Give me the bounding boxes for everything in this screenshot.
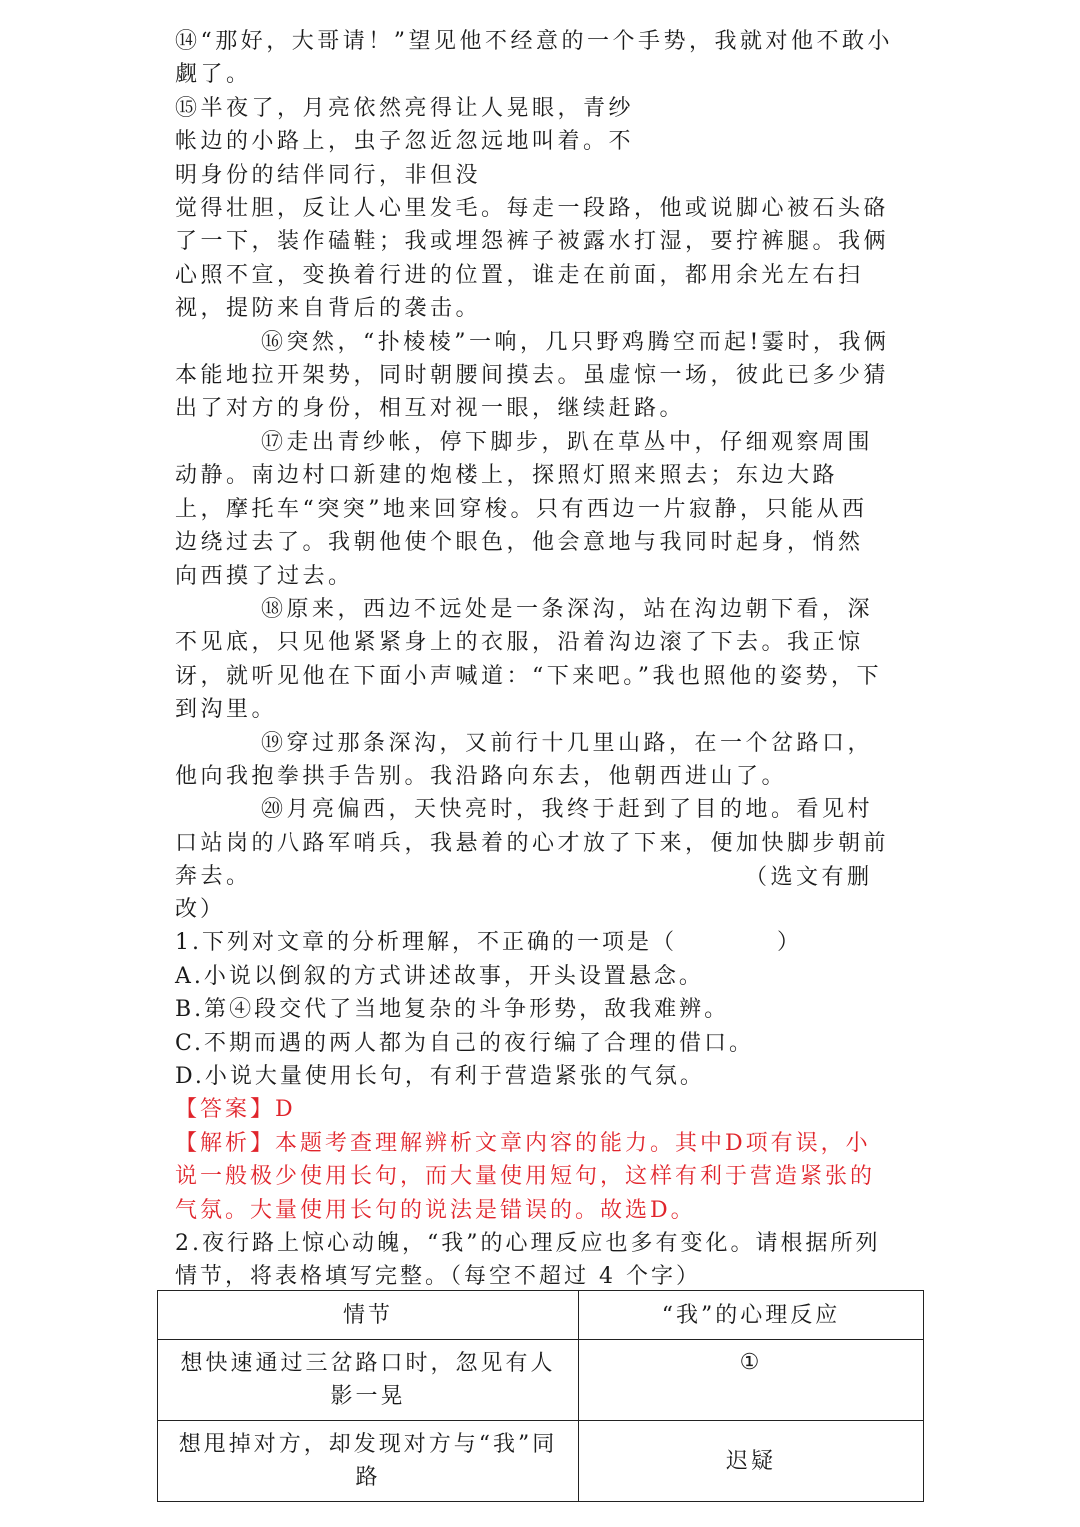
question-2-stem: 2.夜行路上惊心动魄，“我”的心理反应也多有变化。请根据所列情节，将表格填写完整。（每空不超过 4 个字） xyxy=(175,1231,881,1290)
plot-cell: 想快速通过三岔路口时，忽见有人影一晃 xyxy=(158,1340,579,1421)
question-1-stem: 1.下列对文章的分析理解，不正确的一项是（ ） xyxy=(175,930,802,956)
answer-label: 【答案】 xyxy=(175,1097,276,1123)
option-c: C.不期而遇的两人都为自己的夜行编了合理的借口。 xyxy=(175,1030,755,1056)
option-b: B.第④段交代了当地复杂的斗争形势，敌我难辨。 xyxy=(175,997,730,1023)
paragraph-14: ⑭“那好，大哥请！”望见他不经意的一个手势，我就对他不敢小觑了。 xyxy=(175,29,893,88)
header-plot: 情节 xyxy=(158,1291,579,1340)
paragraph-20: ⑳月亮偏西，天快亮时，我终于赶到了目的地。看见村口站岗的八路军哨兵，我悬着的心才放了下来，便加快脚步朝前奔去。 xyxy=(175,797,890,890)
answer-line xyxy=(175,1093,895,1126)
table-row xyxy=(158,1340,924,1421)
paragraph-16: ⑯突然，“扑棱棱”一响，几只野鸡腾空而起!霎时，我俩本能地拉开架势，同时朝腰间摸去。虽虚惊一场，彼此已多少猜出了对方的身份，相互对视一眼，继续赶路。 xyxy=(175,329,890,422)
paragraph-15-part2: 觉得壮胆，反让人心里发毛。每走一段路，他或说脚心被石头硌了一下，装作磕鞋；我或埋怨裤子被露水打湿，要拧裤腿。我俩心照不宣，变换着行进的位置，谁走在前面，都用余光左右扫视，提防来自背后的袭击。 xyxy=(175,196,890,322)
source-note: （选文有删 xyxy=(745,865,873,890)
reaction-cell: 迟疑 xyxy=(579,1421,924,1502)
header-reaction: “我”的心理反应 xyxy=(579,1291,924,1340)
paragraph-17: ⑰走出青纱帐，停下脚步，趴在草丛中，仔细观察周围动静。南边村口新建的炮楼上，探照灯照来照去；东边大路上，摩托车“突突”地来回穿梭。只有西边一片寂静，只能从西边绕过去了。我朝他使个眼色，他会意地与我同时起身，悄然向西摸了过去。 xyxy=(175,429,874,589)
option-d: D.小说大量使用长句，有利于营造紧张的气氛。 xyxy=(175,1064,705,1090)
table-row xyxy=(158,1421,924,1502)
answer-value: D xyxy=(275,1097,296,1123)
paragraph-18: ⑱原来，西边不远处是一条深沟，站在沟边朝下看，深不见底，只见他紧紧身上的衣服，沿着沟边滚了下去。我正惊讶，就听见他在下面小声喊道：“下来吧。”我也照他的姿势，下到沟里。 xyxy=(175,596,882,723)
analysis: 【解析】本题考查理解辨析文章内容的能力。其中D项有误，小说一般极少使用长句，而大量使用短句，这样有利于营造紧张的气氛。大量使用长句的说法是错误的。故选D。 xyxy=(175,1130,876,1223)
paragraph-19: ⑲穿过那条深沟，又前行十几里山路，在一个岔路口，他向我抱拳拱手告别。我沿路向东去，他朝西进山了。 xyxy=(175,730,874,789)
plot-reaction-table xyxy=(157,1290,924,1502)
paragraph-15-part1: ⑮半夜了，月亮依然亮得让人晃眼，青纱帐边的小路上，虫子忽近忽远地叫着。不明身份的结伴同行，非但没 xyxy=(175,95,635,188)
option-a: A.小说以倒叙的方式讲述故事，开头设置悬念。 xyxy=(175,963,704,989)
reaction-cell: ① xyxy=(579,1340,924,1421)
source-note-end: 改） xyxy=(175,897,226,922)
passage xyxy=(175,25,895,894)
questions xyxy=(175,893,895,1294)
plot-cell: 想甩掉对方，却发现对方与“我”同路 xyxy=(158,1421,579,1502)
table-header-row xyxy=(158,1291,924,1340)
